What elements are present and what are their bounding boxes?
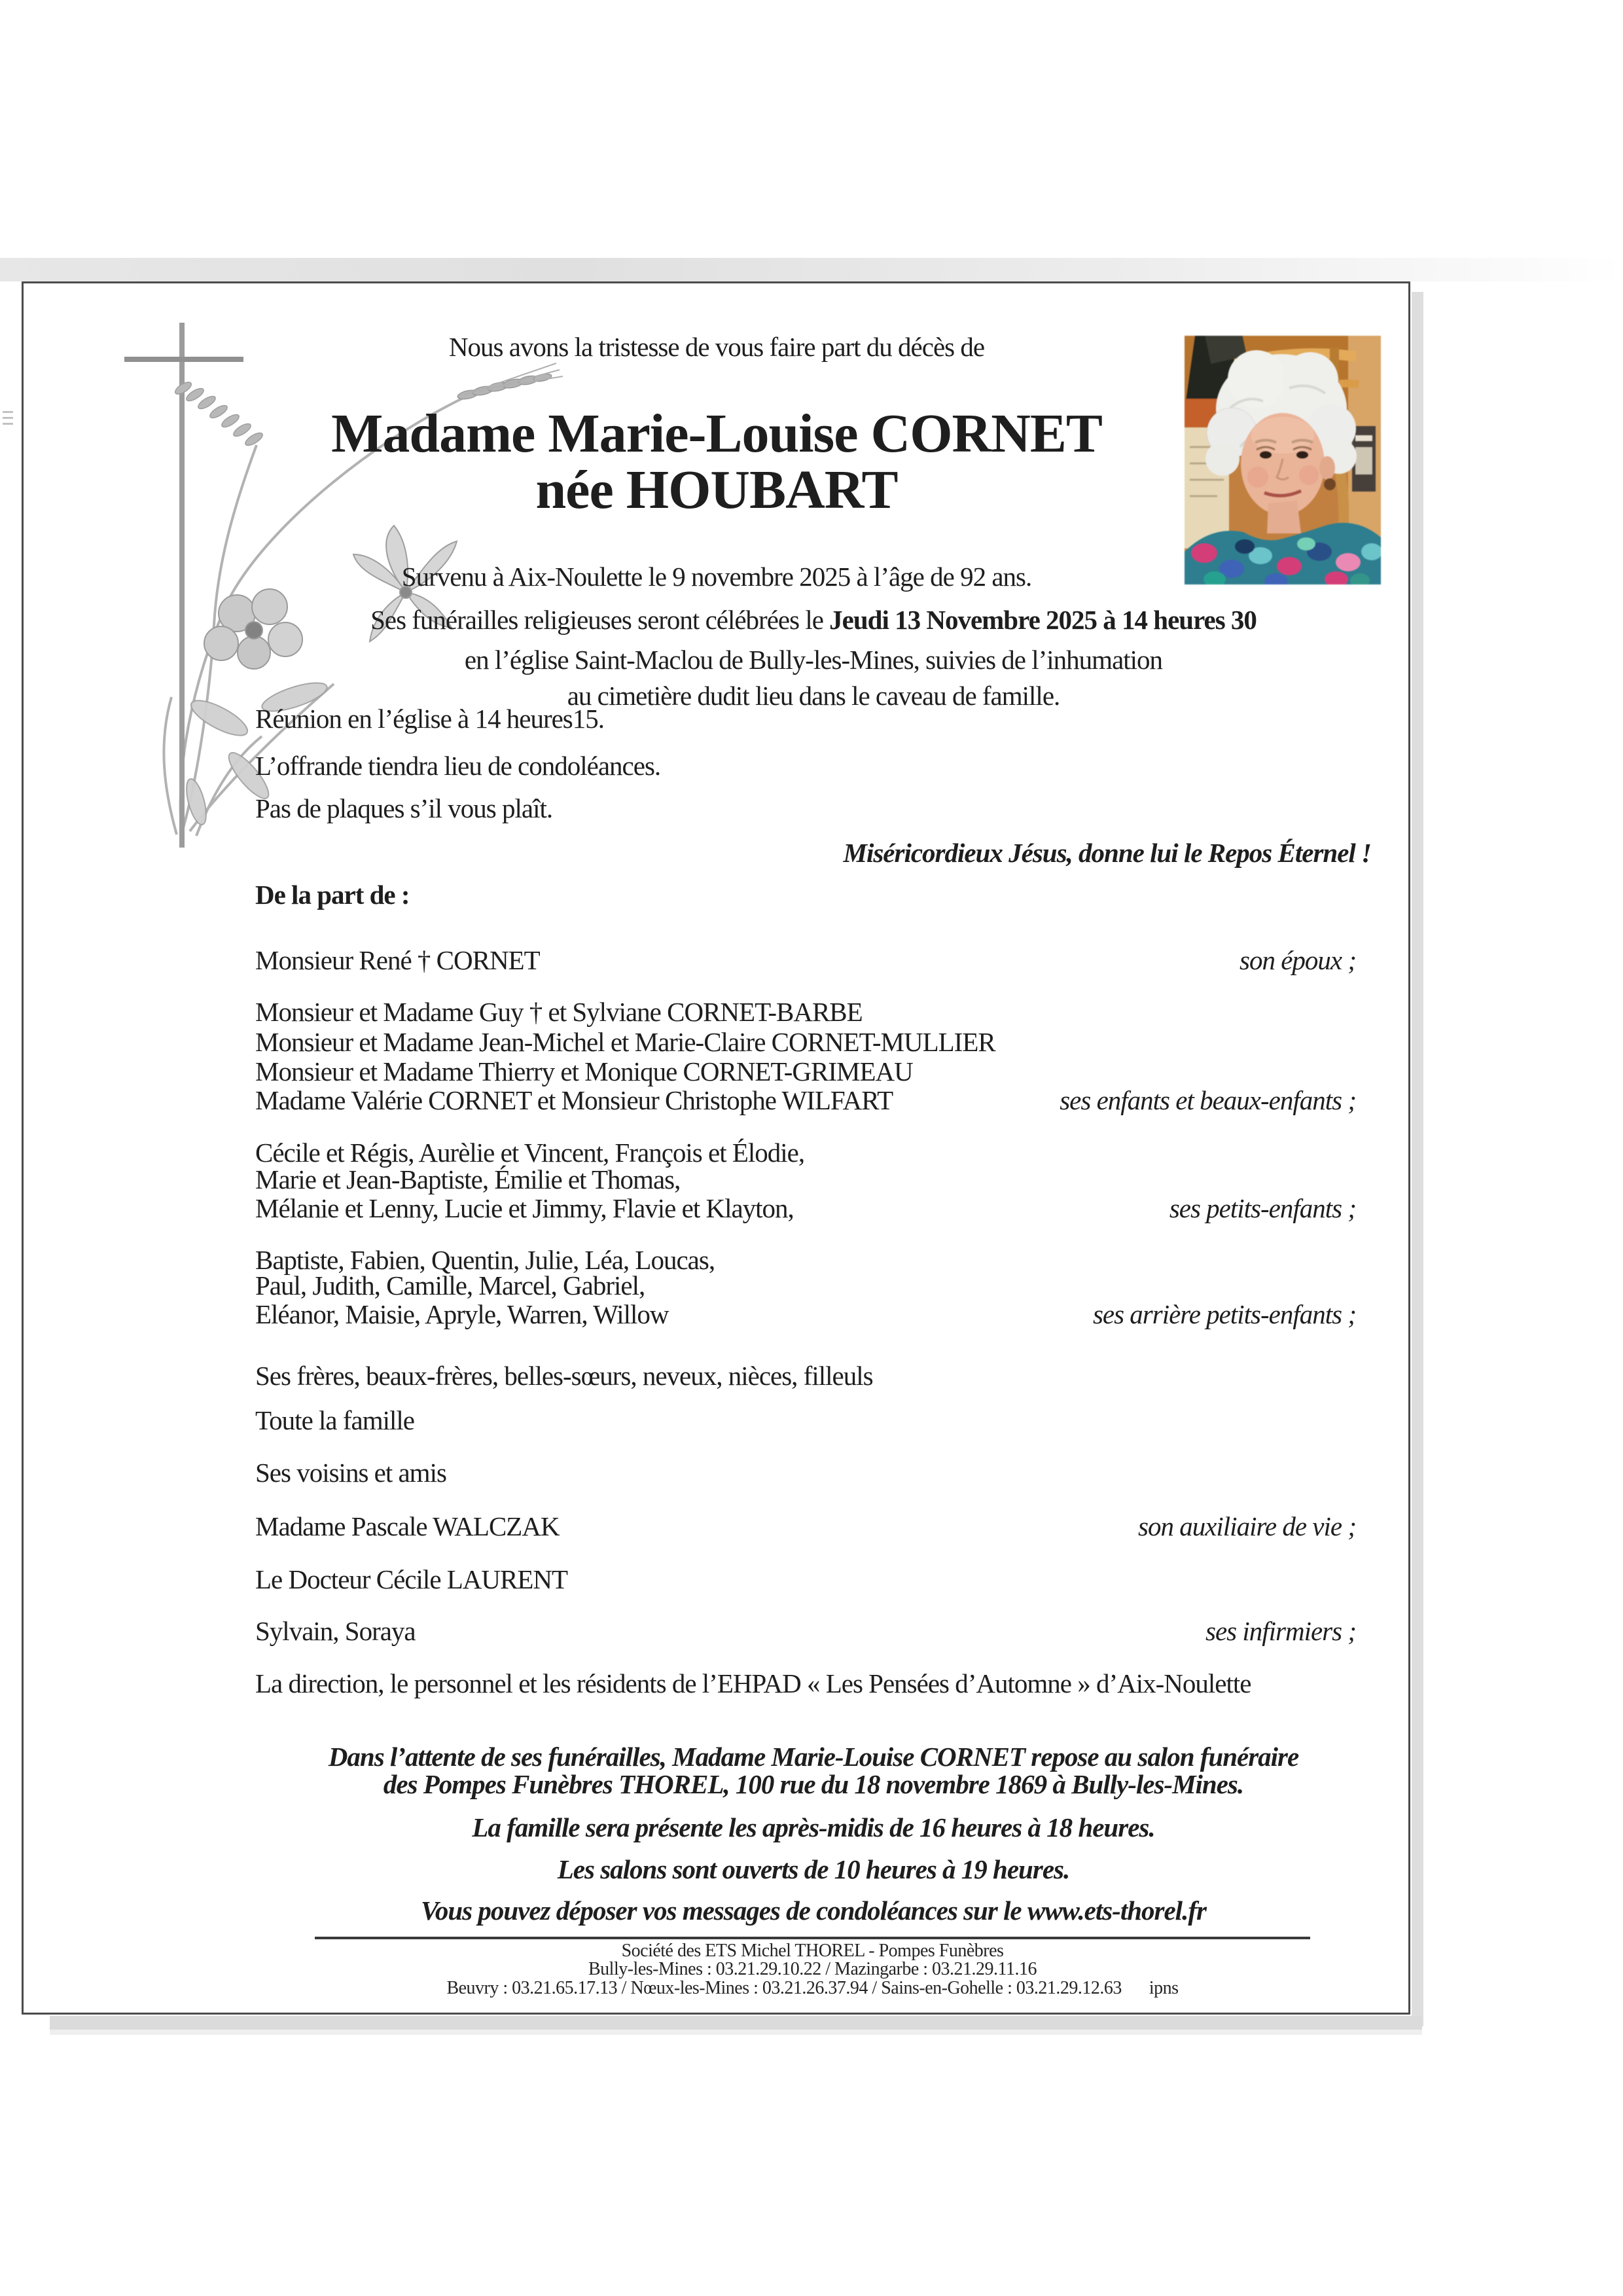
family-name: Monsieur et Madame Jean-Michel et Marie-Claire CORNET-MULLIER <box>255 1027 995 1057</box>
family-name: Le Docteur Cécile LAURENT <box>255 1564 568 1594</box>
relation-label: ses infirmiers ; <box>1205 1616 1356 1646</box>
family-name: Paul, Judith, Camille, Marcel, Gabriel, <box>255 1270 645 1300</box>
funeral-prefix: Ses funérailles religieuses seront célébrées le <box>370 605 830 635</box>
footer-divider <box>315 1937 1310 1939</box>
intro-line: Nous avons la tristesse de vous faire part du décès de <box>448 332 985 362</box>
family-name: Monsieur et Madame Guy † et Sylviane CORNET-BARBE <box>255 997 863 1027</box>
scan-shadow-right <box>1412 292 1423 2026</box>
notice-line: La famille sera présente les après-midis de 16 heures à 18 heures. <box>472 1812 1155 1842</box>
family-name: Ses frères, beaux-frères, belles-sœurs, neveux, nièces, filleuls <box>255 1361 873 1391</box>
meeting-line: Réunion en l’église à 14 heures15. <box>255 704 605 734</box>
notice-line: des Pompes Funèbres THOREL, 100 rue du 18 novembre 1869 à Bully-les-Mines. <box>383 1769 1244 1799</box>
prayer-line: Miséricordieux Jésus, donne lui le Repos Éternel ! <box>843 838 1371 868</box>
family-name: Monsieur René † CORNET <box>255 945 540 975</box>
notice-line: Vous pouvez déposer vos messages de condoléances sur le www.ets-thorel.fr <box>421 1895 1206 1926</box>
footer-phones-line-1: Bully-les-Mines : 03.21.29.10.22 / Mazingarbe : 03.21.29.11.16 <box>588 1959 1037 1979</box>
footer-company-line: Société des ETS Michel THOREL - Pompes Funèbres <box>621 1941 1004 1961</box>
deceased-name-block <box>23 403 1410 520</box>
family-name: Baptiste, Fabien, Quentin, Julie, Léa, Loucas, <box>255 1245 715 1275</box>
family-name: Madame Pascale WALCZAK <box>255 1511 560 1541</box>
offering-line: L’offrande tiendra lieu de condoléances. <box>255 751 661 781</box>
funeral-line-1 <box>218 605 1409 634</box>
family-name: Toute la famille <box>255 1405 414 1435</box>
funeral-datetime: Jeudi 13 Novembre 2025 à 14 heures 30 <box>829 605 1257 635</box>
relation-label: son auxiliaire de vie ; <box>1138 1511 1356 1541</box>
deceased-name: Madame Marie-Louise CORNET <box>331 403 1102 464</box>
relation-label: ses arrière petits-enfants ; <box>1092 1299 1356 1329</box>
notice-line: Dans l’attente de ses funérailles, Madame Marie-Louise CORNET repose au salon funéraire <box>328 1742 1299 1772</box>
funeral-line-2: en l’église Saint-Maclou de Bully-les-Mines, suivies de l’inhumation <box>464 645 1163 675</box>
family-name: La direction, le personnel et les résidents de l’EHPAD « Les Pensées d’Automne » d’Aix-Noulette <box>255 1668 1251 1698</box>
family-name: Eléanor, Maisie, Apryle, Warren, Willow <box>255 1299 669 1329</box>
family-name: Ses voisins et amis <box>255 1458 446 1488</box>
footer-phones-line-2 <box>315 1979 1310 1998</box>
family-name: Monsieur et Madame Thierry et Monique CORNET-GRIMEAU <box>255 1056 913 1086</box>
relation-label: ses petits-enfants ; <box>1169 1193 1356 1223</box>
relation-label: son époux ; <box>1239 945 1356 975</box>
family-name: Madame Valérie CORNET et Monsieur Christophe WILFART <box>255 1085 893 1115</box>
scan-noise-band <box>0 258 1623 281</box>
death-line: Survenu à Aix-Noulette le 9 novembre 2025 à l’âge de 92 ans. <box>401 562 1032 592</box>
scan-shadow-bottom-fade <box>50 2030 1422 2035</box>
family-name: Cécile et Régis, Aurèlie et Vincent, François et Élodie, <box>255 1138 805 1168</box>
scan-shadow-bottom <box>50 2016 1422 2030</box>
maiden-name: née HOUBART <box>535 459 898 520</box>
funeral-line-3: au cimetière dudit lieu dans le caveau de famille. <box>567 681 1060 711</box>
scan-artifact-mark <box>3 411 13 425</box>
family-name: Sylvain, Soraya <box>255 1616 416 1646</box>
family-name: Marie et Jean-Baptiste, Émilie et Thomas, <box>255 1164 681 1194</box>
family-name: Mélanie et Lenny, Lucie et Jimmy, Flavie et Klayton, <box>255 1193 794 1223</box>
footer-print-note: ipns <box>1149 1978 1179 1998</box>
wheat-right-icon <box>457 363 563 401</box>
from-heading: De la part de : <box>255 880 410 910</box>
plaques-line: Pas de plaques s’il vous plaît. <box>255 793 553 823</box>
notice-line: Les salons sont ouverts de 10 heures à 19 heures. <box>557 1854 1070 1884</box>
footer-phones-text: Beuvry : 03.21.65.17.13 / Nœux-les-Mines : 03.21.26.37.94 / Sains-en-Gohelle : 03.21.29.12.63 <box>446 1978 1122 1998</box>
relation-label: ses enfants et beaux-enfants ; <box>1060 1085 1356 1115</box>
